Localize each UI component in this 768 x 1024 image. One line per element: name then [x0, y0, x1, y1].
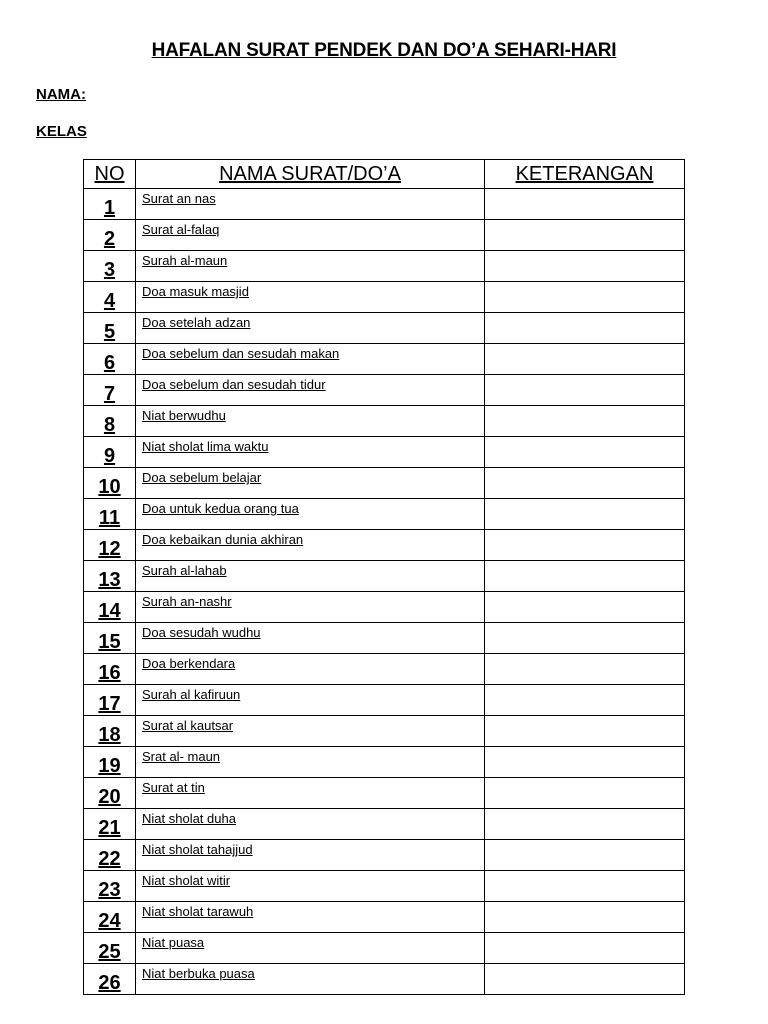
row-surat-name: Niat sholat duha	[136, 809, 485, 840]
row-number: 23	[84, 871, 136, 902]
row-keterangan-cell[interactable]	[485, 561, 685, 592]
row-keterangan-cell[interactable]	[485, 406, 685, 437]
row-surat-name: Surah al-maun	[136, 251, 485, 282]
row-keterangan-cell[interactable]	[485, 933, 685, 964]
row-surat-name: Surat al kautsar	[136, 716, 485, 747]
row-keterangan-cell[interactable]	[485, 778, 685, 809]
row-surat-name: Doa masuk masjid	[136, 282, 485, 313]
row-number: 21	[84, 809, 136, 840]
row-surat-name: Niat berwudhu	[136, 406, 485, 437]
row-keterangan-cell[interactable]	[485, 251, 685, 282]
row-keterangan-cell[interactable]	[485, 747, 685, 778]
row-surat-name: Surah al kafiruun	[136, 685, 485, 716]
row-surat-name: Niat sholat tahajjud	[136, 840, 485, 871]
table-row	[84, 809, 685, 840]
row-number: 3	[84, 251, 136, 282]
table-row	[84, 685, 685, 716]
row-number: 22	[84, 840, 136, 871]
table-row	[84, 871, 685, 902]
row-number: 17	[84, 685, 136, 716]
row-number: 19	[84, 747, 136, 778]
table-row	[84, 623, 685, 654]
table-row	[84, 251, 685, 282]
kelas-label: KELAS	[36, 123, 87, 140]
row-surat-name: Niat sholat witir	[136, 871, 485, 902]
memorization-table	[83, 159, 685, 995]
row-number: 13	[84, 561, 136, 592]
table-row	[84, 220, 685, 251]
table-row	[84, 716, 685, 747]
row-keterangan-cell[interactable]	[485, 809, 685, 840]
table-row	[84, 933, 685, 964]
row-number: 16	[84, 654, 136, 685]
row-surat-name: Doa sesudah wudhu	[136, 623, 485, 654]
row-number: 25	[84, 933, 136, 964]
table-row	[84, 902, 685, 933]
nama-label: NAMA:	[36, 86, 86, 103]
row-surat-name: Surat al-falaq	[136, 220, 485, 251]
row-surat-name: Surah al-lahab	[136, 561, 485, 592]
row-number: 15	[84, 623, 136, 654]
header-name: NAMA SURAT/DO’A	[136, 160, 485, 189]
row-keterangan-cell[interactable]	[485, 344, 685, 375]
row-number: 1	[84, 189, 136, 220]
row-keterangan-cell[interactable]	[485, 499, 685, 530]
row-surat-name: Surah an-nashr	[136, 592, 485, 623]
row-number: 11	[84, 499, 136, 530]
row-number: 5	[84, 313, 136, 344]
row-number: 4	[84, 282, 136, 313]
row-surat-name: Doa untuk kedua orang tua	[136, 499, 485, 530]
row-keterangan-cell[interactable]	[485, 840, 685, 871]
table-row	[84, 840, 685, 871]
row-keterangan-cell[interactable]	[485, 282, 685, 313]
row-keterangan-cell[interactable]	[485, 623, 685, 654]
row-number: 24	[84, 902, 136, 933]
row-number: 2	[84, 220, 136, 251]
table-row	[84, 561, 685, 592]
row-keterangan-cell[interactable]	[485, 716, 685, 747]
row-number: 7	[84, 375, 136, 406]
row-surat-name: Doa berkendara	[136, 654, 485, 685]
row-number: 10	[84, 468, 136, 499]
row-keterangan-cell[interactable]	[485, 654, 685, 685]
document-title: HAFALAN SURAT PENDEK DAN DO’A SEHARI-HARI	[151, 40, 617, 61]
row-keterangan-cell[interactable]	[485, 437, 685, 468]
row-surat-name: Niat berbuka puasa	[136, 964, 485, 995]
row-number: 12	[84, 530, 136, 561]
table-row	[84, 964, 685, 995]
row-number: 14	[84, 592, 136, 623]
row-surat-name: Surat an nas	[136, 189, 485, 220]
row-surat-name: Niat puasa	[136, 933, 485, 964]
table-row	[84, 747, 685, 778]
header-keterangan: KETERANGAN	[485, 160, 685, 189]
table-row	[84, 499, 685, 530]
row-keterangan-cell[interactable]	[485, 189, 685, 220]
table-row	[84, 654, 685, 685]
table-row	[84, 189, 685, 220]
row-keterangan-cell[interactable]	[485, 220, 685, 251]
row-keterangan-cell[interactable]	[485, 871, 685, 902]
row-surat-name: Doa sebelum belajar	[136, 468, 485, 499]
row-keterangan-cell[interactable]	[485, 375, 685, 406]
row-number: 18	[84, 716, 136, 747]
row-keterangan-cell[interactable]	[485, 685, 685, 716]
table-row	[84, 437, 685, 468]
header-no: NO	[84, 160, 136, 189]
row-surat-name: Doa sebelum dan sesudah makan	[136, 344, 485, 375]
table-row	[84, 406, 685, 437]
row-keterangan-cell[interactable]	[485, 530, 685, 561]
row-number: 26	[84, 964, 136, 995]
table-row	[84, 344, 685, 375]
row-surat-name: Doa kebaikan dunia akhiran	[136, 530, 485, 561]
table-row	[84, 282, 685, 313]
row-number: 8	[84, 406, 136, 437]
row-keterangan-cell[interactable]	[485, 592, 685, 623]
table-header-row	[84, 160, 685, 189]
row-keterangan-cell[interactable]	[485, 902, 685, 933]
row-surat-name: Surat at tin	[136, 778, 485, 809]
row-surat-name: Doa sebelum dan sesudah tidur	[136, 375, 485, 406]
row-number: 6	[84, 344, 136, 375]
row-number: 9	[84, 437, 136, 468]
table-row	[84, 592, 685, 623]
row-keterangan-cell[interactable]	[485, 313, 685, 344]
table-row	[84, 375, 685, 406]
row-surat-name: Niat sholat lima waktu	[136, 437, 485, 468]
row-surat-name: Srat al- maun	[136, 747, 485, 778]
row-surat-name: Doa setelah adzan	[136, 313, 485, 344]
table-row	[84, 313, 685, 344]
table-row	[84, 468, 685, 499]
table-row	[84, 530, 685, 561]
table-row	[84, 778, 685, 809]
row-surat-name: Niat sholat tarawuh	[136, 902, 485, 933]
row-keterangan-cell[interactable]	[485, 468, 685, 499]
row-keterangan-cell[interactable]	[485, 964, 685, 995]
row-number: 20	[84, 778, 136, 809]
